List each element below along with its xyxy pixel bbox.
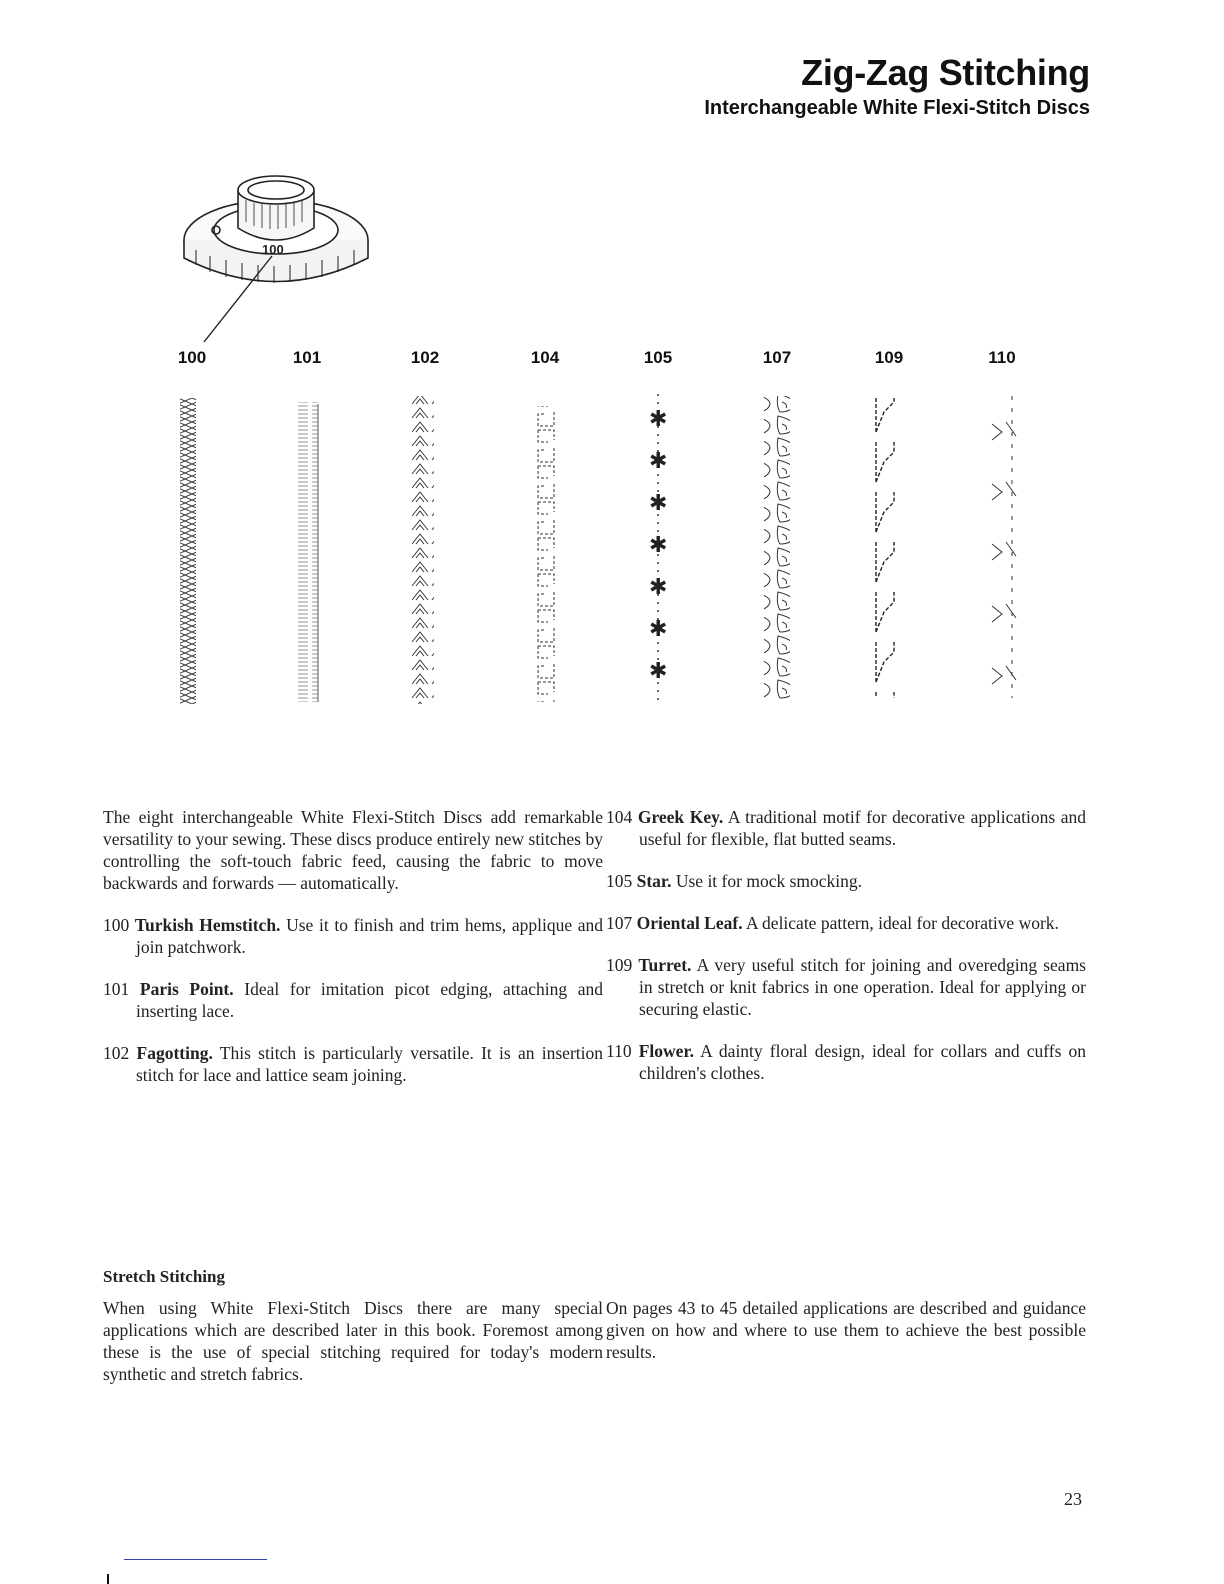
page-title: Zig-Zag Stitching	[801, 52, 1090, 93]
page-subtitle: Interchangeable White Flexi-Stitch Discs	[704, 97, 1090, 119]
svg-text:✱: ✱	[649, 533, 668, 558]
stretch-stitching-heading: Stretch Stitching	[103, 1267, 225, 1286]
stitch-label-109: 109	[874, 348, 904, 367]
entry-105: 105 Star. Use it for mock smocking.	[606, 871, 863, 891]
stitch-samples	[150, 392, 1050, 712]
right-column	[606, 806, 1086, 1104]
footer-mark	[107, 1574, 109, 1584]
left-column	[103, 806, 603, 1106]
svg-text:✱: ✱	[649, 575, 668, 600]
disc-label: 100	[262, 242, 284, 257]
stitch-label-105: 105	[643, 348, 673, 367]
svg-text:✱: ✱	[649, 449, 668, 474]
stretch-right-column	[606, 1297, 1086, 1383]
svg-text:✱: ✱	[649, 617, 668, 642]
entry-101: 101 Paris Point. Ideal for imitation picot edging, attaching and inserting lace.	[103, 979, 604, 1021]
stitch-sample-109	[874, 398, 904, 698]
stitch-sample-105	[649, 394, 667, 700]
svg-text:✱: ✱	[649, 659, 668, 684]
svg-text:✱: ✱	[649, 491, 668, 516]
footer-rule	[124, 1559, 267, 1560]
flexi-stitch-disc-illustration	[176, 170, 376, 350]
stretch-right-paragraph: On pages 43 to 45 detailed applications are described and guidance given on how and where to use them to achieve the best possible results.	[606, 1298, 1086, 1362]
stitch-label-104: 104	[530, 348, 560, 367]
svg-text:✱: ✱	[649, 407, 668, 432]
entry-109: 109 Turret. A very useful stitch for joining and overedging seams in stretch or knit fabrics in one operation. Ideal for applying or securing elastic.	[606, 955, 1086, 1019]
stitch-label-100: 100	[177, 348, 207, 367]
stitch-sample-104	[532, 406, 558, 702]
stitch-label-107: 107	[762, 348, 792, 367]
page-number: 23	[1064, 1489, 1082, 1509]
intro-paragraph: The eight interchangeable White Flexi-Stitch Discs add remarkable versatility to your sewing. These discs produce entirely new stitches by controlling the soft-touch fabric feed, causing the fabric to move backwards and forwards — automatically.	[103, 807, 603, 893]
stitch-sample-107	[764, 396, 790, 700]
stitch-label-102: 102	[410, 348, 440, 367]
stitch-label-110: 110	[988, 348, 1016, 367]
entry-102: 102 Fagotting. This stitch is particularly versatile. It is an insertion stitch for lace and lattice seam joining.	[103, 1043, 603, 1085]
stretch-left-column	[103, 1297, 603, 1405]
entry-107: 107 Oriental Leaf. A delicate pattern, ideal for decorative work.	[606, 913, 1059, 933]
entry-100: 100 Turkish Hemstitch. Use it to finish and trim hems, applique and join patchwork.	[103, 915, 604, 957]
entry-110: 110 Flower. A dainty floral design, ideal for collars and cuffs on children's clothes.	[606, 1041, 1087, 1083]
stretch-left-paragraph: When using White Flexi-Stitch Discs there are many special applications which are described later in this book. Foremost among these is the use of special stitching required for today's modern synthetic and stretch fabrics.	[103, 1298, 603, 1384]
entry-104: 104 Greek Key. A traditional motif for decorative applications and useful for flexible, flat butted seams.	[606, 807, 1086, 849]
stitch-sample-102	[412, 396, 434, 704]
stitch-label-101: 101	[292, 348, 322, 367]
stitch-sample-100	[180, 398, 196, 704]
stitch-sample-101	[298, 402, 318, 702]
stitch-sample-110	[992, 396, 1016, 698]
